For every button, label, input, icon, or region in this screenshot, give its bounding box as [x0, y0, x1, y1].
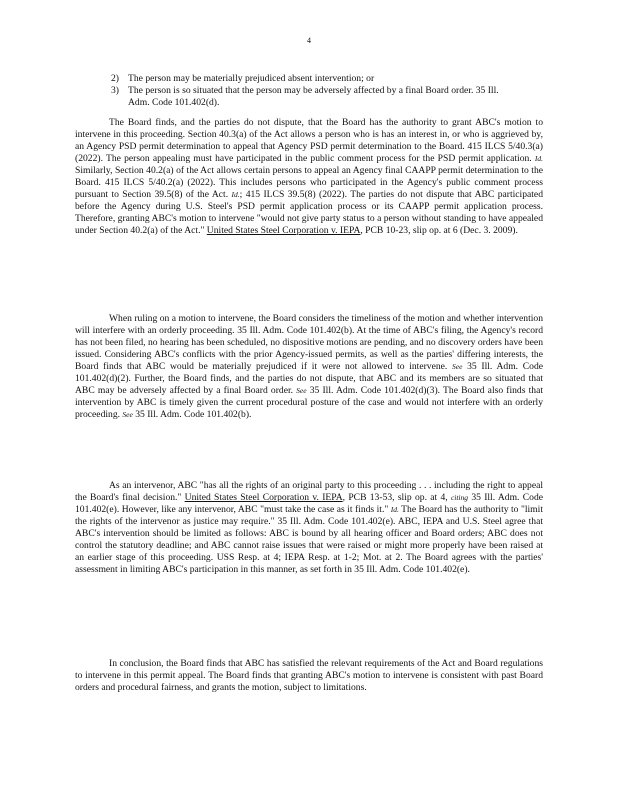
text-run: 35 Ill. Adm. Code 101.402(d)(3). The Board also finds that intervention by ABC is timely given the current procedural posture of the case and would not interfere with an orderly proceeding.: [75, 385, 543, 420]
list-item-text: The person may be materially prejudiced absent intervention; or: [128, 73, 375, 84]
text-run: , PCB 10-23, slip op. at 6 (Dec. 3. 2009).: [360, 225, 518, 236]
text-run: 35 Ill. Adm. Code 101.402(b).: [132, 409, 252, 420]
paragraph-timeliness: [75, 313, 543, 421]
citation-signal: Id.: [534, 154, 543, 163]
case-citation: United States Steel Corporation v. IEPA: [184, 492, 343, 503]
citation-signal: Id.: [231, 190, 240, 199]
citation-signal: See: [296, 386, 307, 395]
text-run: Similarly, Section 40.2(a) of the Act allows certain persons to appeal an Agency final CAAPP permit determination to the Board. 415 ILCS 5/40.2(a) (2022). This includes persons who participated in the Agency's public comment process pursuant to Section 39.5(8) of the Act.: [75, 165, 543, 200]
text-run: When ruling on a motion to intervene, the Board considers the timeliness of the motion and whether intervention will interfere with an orderly proceeding. 35 Ill. Adm. Code 101.402(b). At the time of ABC's filing, the Agency's record has not been filed, no hearing has been scheduled, no dispositive motions are pending, and no discovery orders have been issued. Considering ABC's conflicts with the prior Agency-issued permits, as well as the parties' differing interests, the Board finds that ABC would be materially prejudiced if it were not allowed to intervene.: [75, 313, 543, 372]
case-citation: United States Steel Corporation v. IEPA: [206, 225, 361, 236]
citation-signal: citing: [450, 493, 469, 502]
list-item-text: The person is so situated that the person may be adversely affected by a final Board order. 35 Ill. Adm. Code 101.402(d).: [128, 85, 499, 108]
text-run: 35 Ill. Adm. Code 101.402(e). However, like any intervenor, ABC "must take the case as it finds it.": [75, 492, 543, 515]
page-number: 4: [307, 36, 311, 45]
text-run: 35 Ill. Adm. Code 101.402(d)(2). Further, the Board finds, and the parties do not dispute, that ABC and its members are so situated that ABC may be adversely affected by a final Board order.: [75, 361, 544, 396]
citation-signal: See: [452, 362, 463, 371]
text-run: The Board has the authority to "limit the rights of the intervenor as justice may require." 35 Ill. Adm. Code 101.402(e). ABC, IEPA and U.S. Steel agree that ABC's intervention should be limited as follows: ABC is bound by all hearing officer and Board orders; ABC does not control the statutory deadline; and ABC cannot raise issues that were raised or might more properly have been raised at an earlier stage of this proceeding. USS Resp. at 4; IEPA Resp. at 1-2; Mot. at 2. The Board agrees with the parties' assessment in limiting ABC's participation in this manner, as set forth in 35 Ill. Adm. Code 101.402(e).: [75, 504, 543, 575]
text-run: ; 415 ILCS 39.5(8) (2022). The parties do not dispute that ABC participated before the Agency during U.S. Steel's PSD permit application process or its CAAPP permit application process. Therefore, granting ABC's motion to intervene "would not give party status to a person without standing to have appealed under Section 40.2(a) of the Act.": [75, 189, 543, 236]
list-item: [111, 73, 506, 85]
text-run: , PCB 13-53, slip op. at 4,: [342, 492, 451, 503]
text-run: The Board finds, and the parties do not dispute, that the Board has the authority to grant ABC's motion to intervene in this proceeding. Section 40.3(a) of the Act allows a person who is has an interest in, or who is aggrieved by, an Agency PSD permit determination to appeal that Agency PSD permit determination to the Board. 415 ILCS 5/40.3(a) (2022). The person appealing must have participated in the public comment process for the PSD permit application.: [75, 117, 543, 164]
paragraph-intervenor-rights: [75, 480, 543, 576]
citation-signal: Id.: [390, 505, 399, 514]
text-run: As an intervenor, ABC "has all the rights of an original party to this proceeding . . . including the right to appeal the Board's final decision.": [75, 480, 543, 503]
list-item-number: 2): [111, 73, 119, 84]
text-run: In conclusion, the Board finds that ABC has satisfied the relevant requirements of the Act and Board regulations to intervene in this permit appeal. The Board finds that granting ABC's motion to intervene is consistent with past Board orders and procedural fairness, and grants the motion, subject to limitations.: [75, 658, 543, 693]
list-item-number: 3): [111, 85, 119, 96]
paragraph-authority: [75, 117, 543, 237]
citation-signal: See: [122, 410, 133, 419]
paragraph-conclusion: [75, 658, 543, 694]
list-item: [111, 85, 506, 109]
criteria-list: [111, 73, 506, 109]
